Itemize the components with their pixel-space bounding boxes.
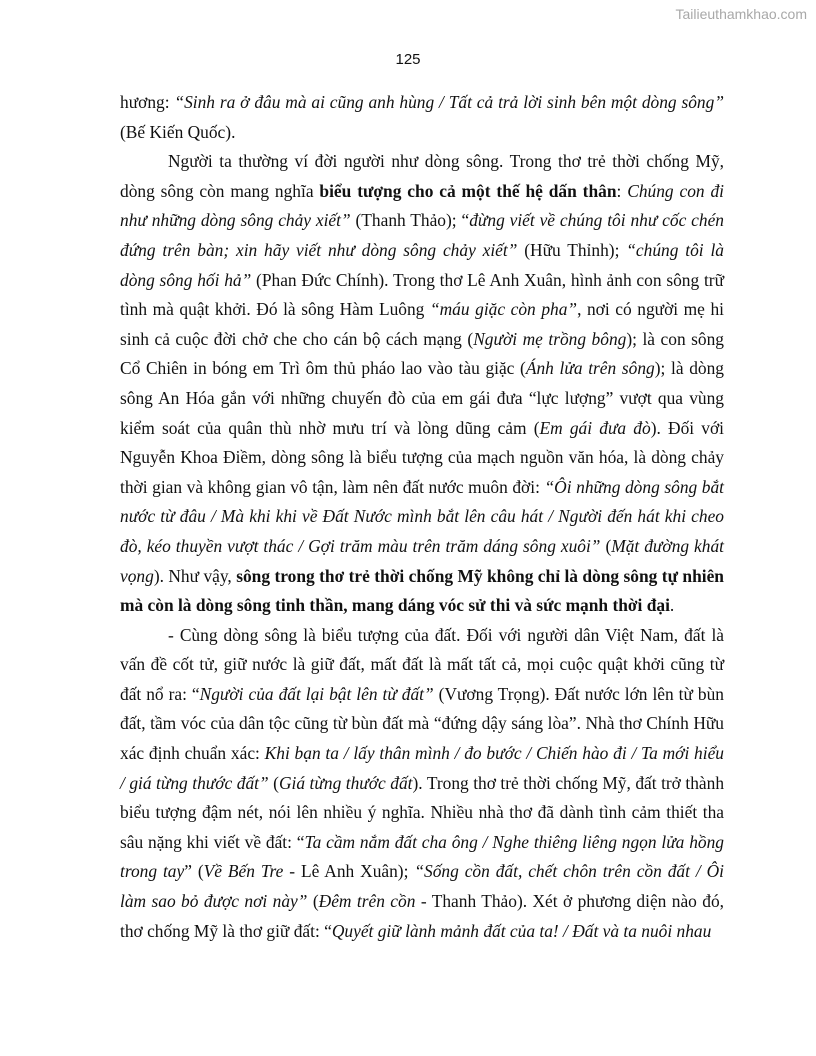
text-run: (Bế Kiến Quốc). — [120, 121, 236, 142]
text-run: ( — [307, 891, 319, 912]
italic-text: “Ôi những dòng sông bắt nước từ đâu / Mà khi khi về Đất Nước mình bắt lên câu hát / Người đến hát khi cheo đò, kéo thuyền vượt thác / Gợi trăm màu trên trăm dáng sông xuôi” — [120, 476, 725, 556]
italic-text: “Sống cồn đất, chết chôn trên cồn đất / Ôi làm sao bỏ được nơi này” — [120, 861, 724, 912]
text-run: (Thanh Thảo); “ — [350, 210, 470, 231]
italic-text: Người mẹ trồng bông — [473, 328, 627, 349]
page-number: 125 — [395, 51, 421, 68]
text-run: Người ta thường ví đời người như dòng sông. Trong thơ trẻ thời chống Mỹ, dòng sông còn mang nghĩa — [120, 151, 724, 201]
italic-text: Quyết giữ lành mảnh đất của ta! / Đất và ta nuôi nhau — [331, 920, 712, 941]
text-run: ” ( — [184, 861, 204, 882]
italic-text: “máu giặc còn pha” — [429, 299, 578, 320]
italic-text: Đêm trên cồn — [318, 891, 416, 912]
italic-text: Về Bến Tre — [203, 861, 284, 882]
paragraph — [120, 88, 724, 147]
text-run: ). Như vậy, — [153, 565, 237, 586]
bold-text: sông trong thơ trẻ thời chống Mỹ không chỉ là dòng sông tự nhiên mà còn là dòng sông tinh thần, mang dáng vóc sử thi và sức mạnh thời đại — [120, 565, 724, 616]
italic-text: Em gái đưa đò — [539, 417, 651, 438]
watermark: Tailieuthamkhao.com — [675, 6, 807, 22]
text-run: ( — [600, 535, 612, 556]
italic-text: “Sinh ra ở đâu mà ai cũng anh hùng / Tất cả trả lời sinh bên một dòng sông” — [174, 92, 724, 112]
paragraph — [120, 147, 724, 621]
text-run: ); là con sông Cổ Chiên in bóng em Trì ôm thủ pháo lao vào tàu giặc ( — [120, 328, 724, 379]
text-run: - Thanh Thảo). Xét ở phương diện nào đó, thơ chống Mỹ là thơ giữ đất: “ — [120, 891, 725, 941]
text-run: : — [616, 180, 628, 201]
text-run: (Phan Đức Chính). Trong thơ Lê Anh Xuân, hình ảnh con sông trữ tình mà quật khởi. Đó là sông Hàm Luông — [120, 269, 724, 320]
text-run: (Hữu Thỉnh); — [517, 239, 627, 260]
text-run: ( — [268, 772, 279, 793]
text-run: , nơi có người mẹ hi sinh cả cuộc đời chở che cho cán bộ cách mạng ( — [120, 299, 724, 349]
text-run: hương: — [120, 92, 175, 112]
italic-text: Ánh lửa trên sông — [525, 358, 655, 379]
italic-text: Giá từng thước đất — [278, 772, 413, 793]
italic-text: đừng viết về chúng tôi như cốc chén đứng trên bàn; xin hãy viết như dòng sông chảy xiết” — [120, 210, 724, 260]
text-run: ). Đối với Nguyễn Khoa Điềm, dòng sông là biểu tượng của mạch nguồn văn hóa, là dòng chảy thời gian và không gian vô tận, làm nên đất nước muôn đời: — [120, 417, 724, 497]
text-run: - Cùng dòng sông là biểu tượng của đất. Đối với người dân Việt Nam, đất là vấn đề cốt tử, giữ nước là giữ đất, mất đất là mất tất cả, mọi cuộc quật khởi cũng từ đất nổ ra: “ — [120, 624, 724, 704]
text-run: - Lê Anh Xuân); — [283, 861, 415, 882]
bold-text: biểu tượng cho cả một thế hệ dấn thân — [319, 180, 617, 201]
italic-text: Ta cầm nắm đất cha ông / Nghe thiêng liêng ngọn lửa hồng trong tay — [120, 831, 724, 882]
text-run: (Vương Trọng). Đất nước lớn lên từ bùn đất, tầm vóc của dân tộc cũng từ bùn đất mà “đứng dậy sáng lòa”. Nhà thơ Chính Hữu xác định chuẩn xác: — [120, 683, 724, 764]
italic-text: Mặt đường khát vọng — [120, 535, 724, 586]
text-run: ); là dòng sông An Hóa gắn với những chuyến đò của em gái đưa “lực lượng” vượt qua vùng kiểm soát của quân thù nhờ mưu trí và lòng dũng cảm ( — [120, 358, 725, 438]
text-run: ). Trong thơ trẻ thời chống Mỹ, đất trở thành biểu tượng đậm nét, nói lên nhiều ý nghĩa. Nhiều nhà thơ đã dành tình cảm thiết tha sâu nặng khi viết về đất: “ — [120, 772, 725, 852]
body-text — [120, 88, 724, 946]
italic-text: “chúng tôi là dòng sông hối hả” — [120, 239, 724, 290]
paragraph — [120, 621, 724, 947]
italic-text: Khi bạn ta / lấy thân mình / đo bước / Chiến hào đi / Ta mới hiểu / giá từng thước đất” — [120, 743, 724, 793]
italic-text: Người của đất lại bật lên từ đất” — [199, 683, 434, 704]
text-run: . — [669, 595, 675, 616]
italic-text: Chúng con đi như những dòng sông chảy xiết” — [120, 180, 724, 231]
